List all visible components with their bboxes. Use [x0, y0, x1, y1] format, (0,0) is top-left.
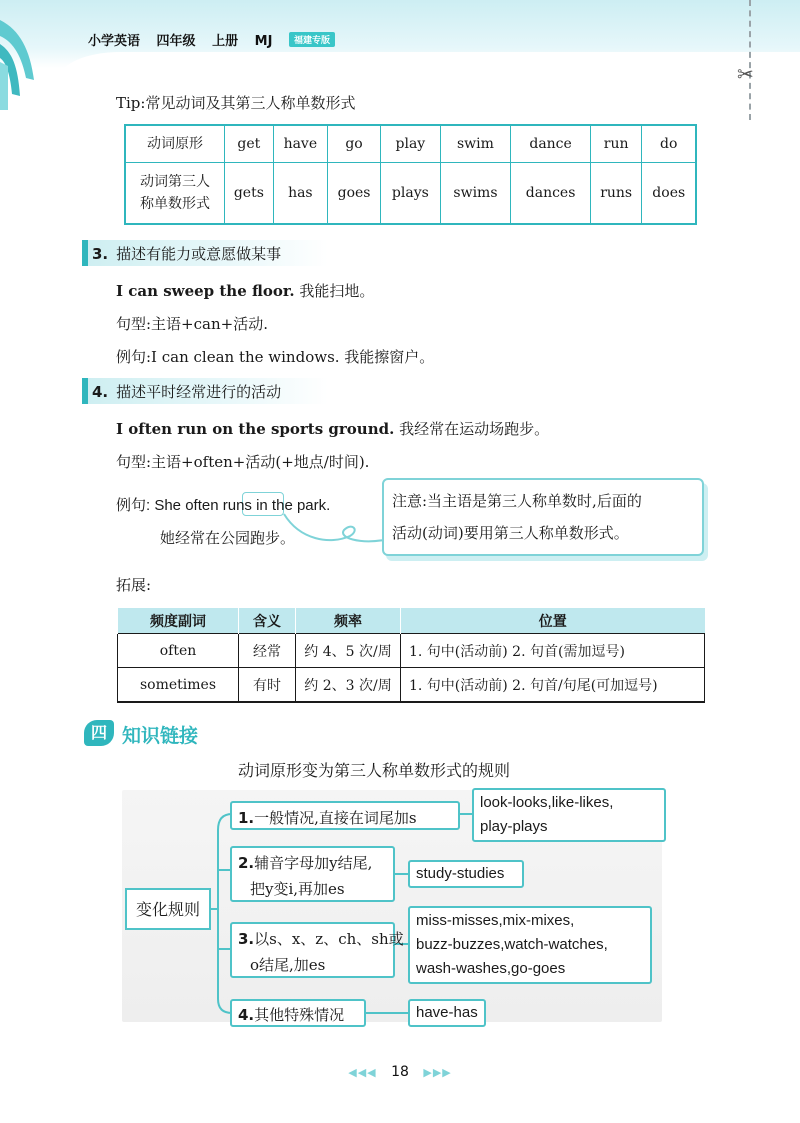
example-line: play-plays: [480, 818, 548, 835]
verb-third: plays: [381, 163, 440, 225]
verb-third: goes: [327, 163, 380, 225]
section-number: 3.: [92, 245, 109, 263]
column-header: 频度副词: [118, 608, 239, 634]
example-box-4: [408, 999, 486, 1027]
verb-third: swims: [440, 163, 511, 225]
rule-text: 以s、x、z、ch、sh或: [254, 930, 404, 948]
meaning-cell: 经常: [239, 634, 296, 668]
frequency-cell: 约 2、3 次/周: [296, 668, 401, 703]
verb-base: dance: [511, 125, 590, 163]
position-cell: 1. 句中(活动前) 2. 句首/句尾(可加逗号): [401, 668, 705, 703]
section-title: 描述平时经常进行的活动: [116, 383, 282, 401]
verb-third: gets: [225, 163, 274, 225]
example-line: miss-misses,mix-mixes,: [416, 912, 575, 929]
adverb-cell: sometimes: [118, 668, 239, 703]
rule-text: 辅音字母加y结尾,: [254, 854, 373, 872]
example-line: study-studies: [416, 865, 505, 882]
verb-base: have: [273, 125, 327, 163]
table-row: [125, 163, 696, 225]
position-cell: 1. 句中(活动前) 2. 句首(需加逗号): [401, 634, 705, 668]
header-edition: MJ: [254, 34, 273, 49]
section-number: 4.: [92, 383, 109, 401]
note-line: 注意:当主语是第三人称单数时,后面的: [392, 492, 642, 510]
section-3-sample: 例句:I can clean the windows. 我能擦窗户。: [116, 348, 435, 366]
left-arrows-icon: ◀◀◀: [348, 1066, 377, 1079]
rule-number: 4.: [238, 1006, 255, 1024]
example-line: look-looks,like-likes,: [480, 794, 614, 811]
tip-title: Tip:常见动词及其第三人称单数形式: [116, 94, 356, 112]
pagoda-eave-decoration: [0, 0, 70, 110]
edition-badge: 福建专版: [289, 32, 335, 47]
row-label: [125, 163, 225, 225]
page-footer: [0, 1064, 800, 1080]
table-row: [118, 634, 705, 668]
example-chinese: 我经常在运动场跑步。: [399, 420, 550, 438]
example-box-3: [408, 906, 652, 984]
verb-base: go: [327, 125, 380, 163]
table-row: [125, 125, 696, 163]
rule-number: 2.: [238, 854, 255, 872]
section-4-pattern: 句型:主语+often+活动(+地点/时间).: [116, 453, 370, 471]
verb-third: dances: [511, 163, 590, 225]
rule-line: o结尾,加es: [250, 956, 326, 974]
knowledge-title: 知识链接: [122, 725, 199, 747]
section-4-text: [92, 381, 281, 402]
rule-number: 1.: [238, 809, 255, 827]
section-badge: 四: [84, 720, 114, 746]
verb-forms-table: [124, 124, 697, 225]
example-english: I often run on the sports ground.: [116, 420, 395, 438]
header-volume: 上册: [212, 34, 239, 49]
rule-text: 其他特殊情况: [254, 1006, 345, 1024]
verb-base: do: [642, 125, 696, 163]
row-label-line: 动词第三人: [140, 174, 210, 190]
example-chinese: 我能扫地。: [299, 282, 375, 300]
mind-map-root: 变化规则: [125, 888, 211, 930]
example-box-1: [472, 788, 666, 842]
section-3-text: [92, 243, 281, 264]
rule-line: [238, 1004, 344, 1025]
rule-box-3: [230, 922, 404, 978]
extension-label: 拓展:: [116, 576, 152, 594]
rule-text: 一般情况,直接在词尾加s: [254, 809, 417, 827]
scissors-icon: ✂: [737, 62, 754, 86]
section-3-example: [116, 280, 374, 301]
example-english: I can sweep the floor.: [116, 282, 295, 300]
section-4-example: [116, 418, 549, 439]
note-box: [382, 478, 704, 556]
adverb-cell: often: [118, 634, 239, 668]
rule-line: 把y变i,再加es: [250, 880, 345, 898]
frequency-adverb-table: [117, 608, 705, 703]
rule-box-2: [230, 846, 395, 902]
column-header: 含义: [239, 608, 296, 634]
header-title: [88, 30, 347, 49]
highlighted-word: runs: [222, 497, 252, 514]
rule-line: [238, 928, 404, 949]
rule-line: [238, 852, 372, 873]
verb-base: swim: [440, 125, 511, 163]
section-4-sample: [116, 494, 330, 515]
example-box-2: [408, 860, 524, 888]
verb-base: play: [381, 125, 440, 163]
sample-prefix: 例句: She often: [116, 497, 223, 514]
header-subject: 小学英语: [88, 34, 141, 49]
column-header: 位置: [401, 608, 705, 634]
row-label: 动词原形: [125, 125, 225, 163]
meaning-cell: 有时: [239, 668, 296, 703]
page-number: 18: [391, 1064, 409, 1080]
verb-third: does: [642, 163, 696, 225]
header-grade: 四年级: [156, 34, 196, 49]
rule-number: 3.: [238, 930, 255, 948]
row-label-line: 称单数形式: [140, 196, 210, 212]
section-4-sample-cn: 她经常在公园跑步。: [160, 529, 296, 547]
rule-box-1: [230, 801, 460, 830]
rule-box-4: [230, 999, 366, 1027]
verb-third: runs: [590, 163, 642, 225]
right-arrows-icon: ▶▶▶: [423, 1066, 452, 1079]
frequency-cell: 约 4、5 次/周: [296, 634, 401, 668]
rule-line: [238, 807, 417, 828]
column-header: 频率: [296, 608, 401, 634]
example-line: have-has: [416, 1004, 478, 1021]
table-header-row: [118, 608, 705, 634]
header-curve: [60, 52, 800, 86]
cut-line: [749, 0, 751, 120]
table-row: [118, 668, 705, 703]
note-line: 活动(动词)要用第三人称单数形式。: [392, 524, 629, 542]
verb-third: has: [273, 163, 327, 225]
example-line: buzz-buzzes,watch-watches,: [416, 936, 608, 953]
rules-title: 动词原形变为第三人称单数形式的规则: [238, 761, 511, 780]
example-line: wash-washes,go-goes: [416, 960, 566, 977]
verb-base: get: [225, 125, 274, 163]
section-3-pattern: 句型:主语+can+活动.: [116, 315, 268, 333]
section-title: 描述有能力或意愿做某事: [116, 245, 282, 263]
sample-suffix: in the park.: [251, 497, 331, 514]
verb-base: run: [590, 125, 642, 163]
